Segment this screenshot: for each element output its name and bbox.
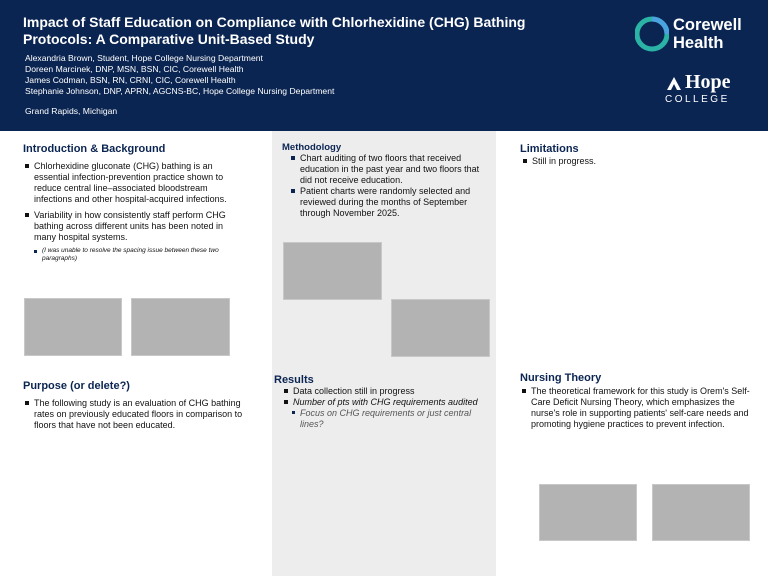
poster-header xyxy=(0,0,768,131)
methodology-bullets xyxy=(290,153,486,219)
list-item: Chlorhexidine gluconate (CHG) bathing is an essential infection-prevention practice shown to reduce central line–associated bloodstream infections and other hospital-acquired infections. xyxy=(24,161,240,205)
image-placeholder xyxy=(24,298,122,356)
list-item: Variability in how consistently staff perform CHG bathing across different units has been noted in many hospital systems. xyxy=(24,210,240,243)
poster-title: Impact of Staff Education on Compliance with Chlorhexidine (CHG) Bathing Protocols: A Comparative Unit-Based Study xyxy=(23,14,526,47)
nursing-theory-bullets xyxy=(521,386,751,430)
corewell-mark-icon xyxy=(635,16,669,52)
author-line: Alexandria Brown, Student, Hope College Nursing Department xyxy=(25,53,263,63)
limitations-heading: Limitations xyxy=(520,143,579,155)
author-line: James Codman, BSN, RN, CRNI, CIC, Corewell Health xyxy=(25,75,236,85)
hope-college-logo: Hope COLLEGE xyxy=(665,71,731,105)
image-placeholder xyxy=(283,242,382,300)
purpose-bullets xyxy=(24,398,256,431)
list-item: Focus on CHG requirements or just central lines? xyxy=(291,408,487,430)
author-list xyxy=(25,53,334,97)
results-bullets xyxy=(283,386,491,408)
list-item: Chart auditing of two floors that received education in the past year and two floors that did not receive education. xyxy=(290,153,486,186)
intro-bullets xyxy=(24,161,240,248)
list-item: Data collection still in progress xyxy=(283,386,491,397)
location: Grand Rapids, Michigan xyxy=(25,106,118,116)
image-placeholder xyxy=(391,299,490,357)
corewell-health-logo xyxy=(635,16,755,54)
author-line: Stephanie Johnson, DNP, APRN, AGCNS-BC, Hope College Nursing Department xyxy=(25,86,335,96)
image-placeholder xyxy=(539,484,637,541)
results-sub-bullets xyxy=(291,408,487,430)
image-placeholder xyxy=(131,298,230,356)
list-item: Number of pts with CHG requirements audited xyxy=(283,397,491,408)
corewell-wordmark: Corewell Health xyxy=(673,16,742,52)
list-item: Patient charts were randomly selected and reviewed during the months of September through November 2025. xyxy=(290,186,486,219)
methodology-heading: Methodology xyxy=(282,142,342,153)
limitations-bullets xyxy=(522,156,722,167)
results-heading: Results xyxy=(274,374,314,386)
nursing-theory-heading: Nursing Theory xyxy=(520,372,602,384)
list-item: (I was unable to resolve the spacing issue between these two paragraphs) xyxy=(33,247,233,263)
purpose-heading: Purpose (or delete?) xyxy=(23,380,130,392)
image-placeholder xyxy=(652,484,750,541)
intro-note xyxy=(33,247,233,263)
list-item: The theoretical framework for this study is Orem's Self-Care Deficit Nursing Theory, which emphasizes the nurse's role in supporting patients' self-care needs and promoting hygiene practices to prevent infection. xyxy=(521,386,751,430)
author-line: Doreen Marcinek, DNP, MSN, BSN, CIC, Corewell Health xyxy=(25,64,244,74)
list-item: The following study is an evaluation of CHG bathing rates on previously educated floors in comparison to floors that have not been educated. xyxy=(24,398,256,431)
intro-heading: Introduction & Background xyxy=(23,143,166,155)
list-item: Still in progress. xyxy=(522,156,722,167)
hope-anchor-icon xyxy=(665,74,683,92)
